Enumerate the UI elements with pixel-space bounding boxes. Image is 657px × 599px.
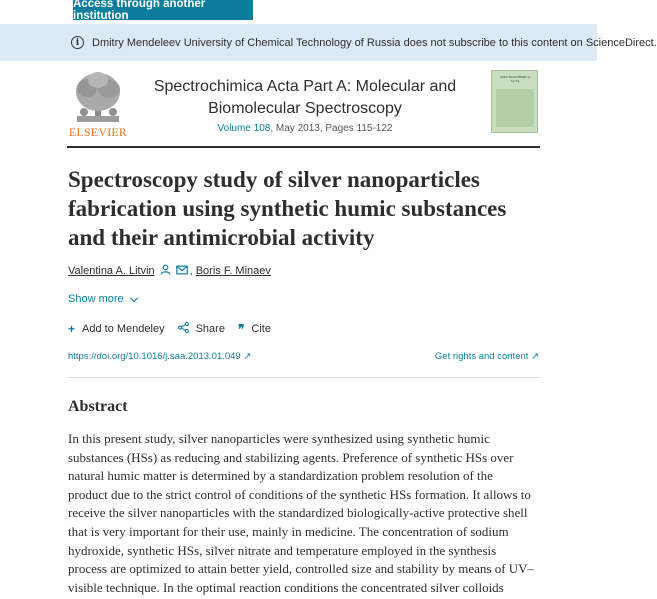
issue-pages: , May 2013, Pages 115-122: [270, 123, 393, 134]
add-to-mendeley-button[interactable]: [68, 322, 165, 336]
email-icon[interactable]: [176, 265, 188, 278]
abstract-line: visible technique. In the optimal reaction conditions the concentrated silver colloids: [68, 579, 504, 595]
volume-link[interactable]: Volume 108: [217, 123, 271, 134]
journal-title-line: Spectrochimica Acta Part A: Molecular and: [153, 78, 457, 95]
author-list: [68, 264, 271, 278]
article-actions: [68, 322, 284, 336]
author-separator: ,: [189, 265, 193, 277]
elsevier-logo[interactable]: [67, 70, 129, 138]
doi-row: [68, 351, 539, 362]
notice-text: Dmitry Mendeleev University of Chemical Technology of Russia does not subscribe to this content on ScienceDirect.: [92, 36, 657, 49]
abstract-line: receive the silver nanoparticles with the standardized biologically-active protective shell: [68, 505, 528, 521]
abstract-body: [68, 430, 548, 597]
elsevier-tree-icon: [67, 70, 129, 124]
info-icon: i: [71, 36, 84, 49]
article-title-line: fabrication using synthetic humic substances: [68, 196, 507, 221]
journal-cover-image[interactable]: [491, 70, 538, 133]
rights-link[interactable]: Get rights and content ↗: [434, 351, 539, 362]
journal-header: [0, 62, 597, 146]
chevron-down-icon: [129, 293, 137, 301]
abstract-heading: Abstract: [68, 398, 128, 415]
journal-title[interactable]: [140, 76, 470, 120]
article-title-line: and their antimicrobial activity: [68, 225, 375, 250]
journal-title-line: Biomolecular Spectroscopy: [208, 100, 402, 117]
elsevier-wordmark: ELSEVIER: [68, 125, 128, 139]
article-title-line: Spectroscopy study of silver nanoparticles: [68, 167, 480, 192]
doi-link[interactable]: https://doi.org/10.1016/j.saa.2013.01.049 ↗: [68, 351, 252, 362]
abstract-line: In this present study, silver nanoparticles were synthesized using synthetic humic: [68, 431, 490, 446]
quote-icon: ❞: [237, 322, 245, 336]
share-button[interactable]: [178, 322, 225, 336]
article-title: [68, 165, 538, 252]
journal-meta: [140, 123, 470, 134]
access-institution-button[interactable]: Access through another institution: [73, 0, 253, 20]
header-divider: [67, 146, 540, 148]
subscription-notice-banner: [0, 24, 657, 61]
add-to-mendeley-label: Add to Mendeley: [82, 323, 165, 335]
person-icon[interactable]: [160, 264, 171, 278]
cover-title: SPECTROCHIMICA ACTA: [499, 75, 531, 83]
share-label: Share: [195, 323, 225, 335]
cite-label: Cite: [251, 323, 271, 335]
cite-button[interactable]: [238, 322, 271, 336]
show-more-label: Show more: [68, 293, 124, 305]
plus-icon: +: [68, 322, 76, 336]
cover-illustration: [496, 89, 534, 127]
abstract-line: hydroxide, synthetic HSs, silver nitrate and temperature employed in the synthesis: [68, 542, 497, 558]
abstract-line: that is very important for their use, mainly in medicine. The concentration of sodium: [68, 523, 509, 539]
abstract-line: process are optimized to attain better yield, controlled size and stability by means of UV–: [68, 561, 535, 577]
show-more-toggle[interactable]: [68, 293, 137, 305]
share-icon: [178, 322, 189, 336]
author-minaev[interactable]: Boris F. Minaev: [195, 265, 271, 277]
abstract-line: product due to the strict control of conditions of the synthetic HSs formation. It allows to: [68, 486, 531, 502]
section-divider: [67, 377, 540, 378]
abstract-line: substances (HSs) as reducing and stabilizing agents. Preference of synthetic HSs over: [68, 449, 514, 465]
author-litvin[interactable]: Valentina A. Litvin: [68, 265, 155, 277]
abstract-line: natural humic matter is determined by a standardization problem resolution of the: [68, 468, 493, 484]
